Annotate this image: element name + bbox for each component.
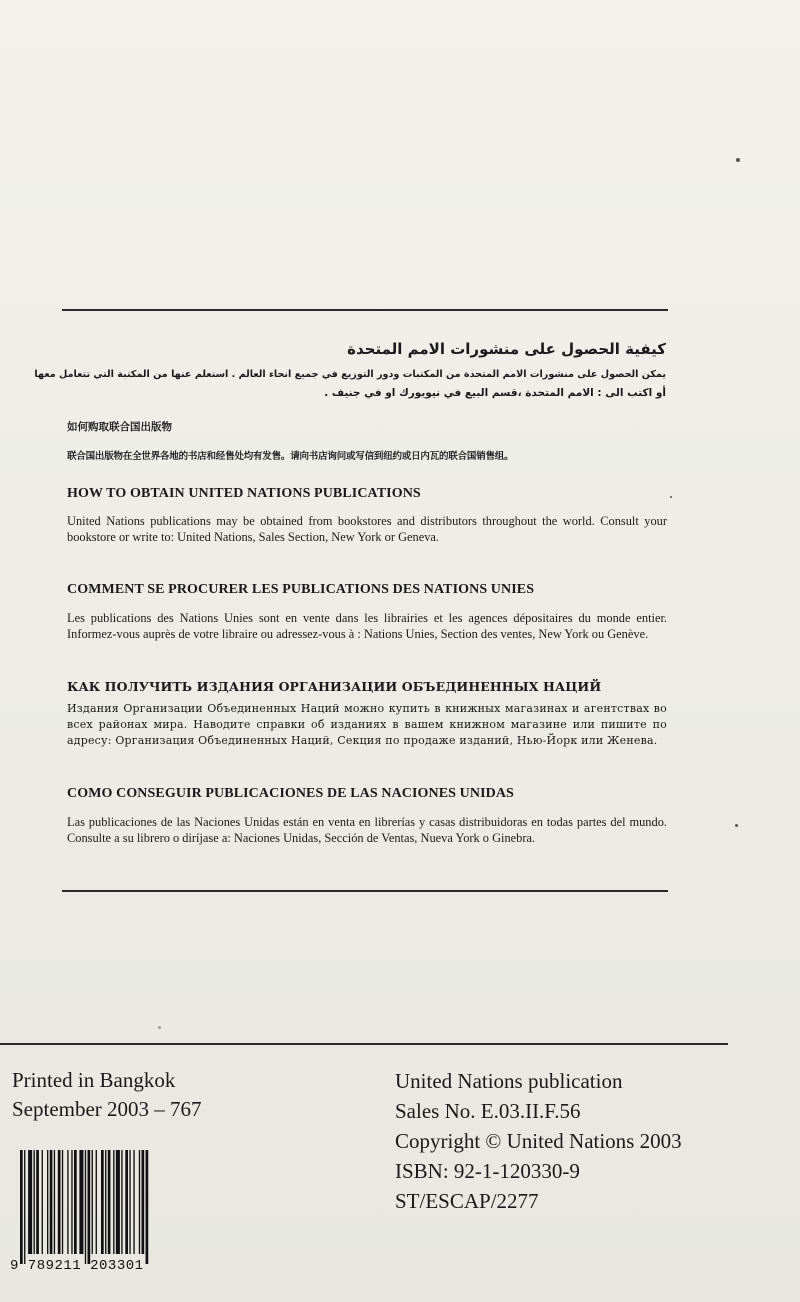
barcode-bar	[67, 1150, 68, 1254]
barcode-bar	[74, 1150, 77, 1254]
barcode-icon	[8, 1150, 188, 1264]
barcode-bar	[36, 1150, 39, 1254]
barcode-bar	[71, 1150, 72, 1254]
barcode-bar	[125, 1150, 128, 1254]
bottom-divider	[0, 1043, 728, 1045]
publication-type: United Nations publication	[395, 1069, 623, 1093]
french-title: COMMENT SE PROCURER LES PUBLICATIONS DES NATIONS UNIES	[67, 582, 535, 597]
barcode-bar	[116, 1150, 120, 1254]
barcode-bar	[20, 1150, 23, 1264]
barcode-bar	[105, 1150, 106, 1254]
paper-speck	[735, 824, 738, 827]
barcode-bar	[50, 1150, 53, 1254]
barcode-digits: 9 789211 203301	[10, 1258, 144, 1274]
barcode-bar	[47, 1150, 48, 1254]
chinese-body: 联合国出版物在全世界各地的书店和经售处均有发售。请向书店询问或写信到纽约或日内瓦的联合国销售组。	[67, 451, 514, 462]
copyright: Copyright © United Nations 2003	[395, 1129, 682, 1153]
barcode-bar	[101, 1150, 104, 1254]
barcode-bar	[58, 1150, 61, 1254]
top-divider	[62, 309, 668, 311]
barcode-bar	[113, 1150, 114, 1254]
paper-speck	[736, 158, 740, 162]
document-symbol: ST/ESCAP/2277	[395, 1189, 539, 1213]
publication-info	[395, 1066, 682, 1216]
barcode-bar	[62, 1150, 63, 1254]
barcode-bar	[96, 1150, 97, 1254]
barcode-bar	[54, 1150, 55, 1254]
arabic-body	[34, 366, 666, 402]
barcode-bar	[142, 1150, 145, 1254]
barcode-bar	[139, 1150, 140, 1254]
sales-number: Sales No. E.03.II.F.56	[395, 1099, 581, 1123]
middle-divider	[62, 890, 668, 892]
arabic-body-line-2: أو اكتب الى : الامم المتحدة ،قسم البيع في نيويورك او في جنيف .	[324, 387, 666, 399]
barcode-bar	[121, 1150, 122, 1254]
english-body: United Nations publications may be obtained from bookstores and distributors throughout the world. Consult your bookstore or write to: United Nations, Sales Section, New York or Geneva.	[67, 514, 667, 544]
barcode	[8, 1150, 188, 1274]
date-code: September 2003 – 767	[12, 1097, 202, 1121]
barcode-bar	[108, 1150, 111, 1254]
russian-body: Издания Организации Объединенных Наций можно купить в книжных магазинах и агентствах во всех районах мира. Наводите справки об изданиях в вашем книжном магазине или пишите по адресу: Организация Объединенных Наций, Секция по продаже изданий, Нью-Йорк или Женева.	[67, 702, 667, 747]
barcode-bar	[34, 1150, 35, 1254]
barcode-bar	[146, 1150, 149, 1264]
barcode-bar	[42, 1150, 43, 1254]
english-title: HOW TO OBTAIN UNITED NATIONS PUBLICATIONS	[67, 486, 421, 501]
barcode-bar	[24, 1150, 25, 1264]
spanish-title: COMO CONSEGUIR PUBLICACIONES DE LAS NACIONES UNIDAS	[67, 786, 514, 801]
arabic-body-line-1: يمكن الحصول على منشورات الامم المتحدة من المكتبات ودور التوزيع في جميع انحاء العالم . استعلم عنها من المكتبة التي تتعامل معها	[34, 369, 666, 380]
isbn: ISBN: 92-1-120330-9	[395, 1159, 580, 1183]
paper-speck	[670, 496, 672, 498]
spanish-body: Las publicaciones de las Naciones Unidas están en venta en librerías y casas distribuidoras en todas partes del mundo. Consulte a su librero o diríjase a: Naciones Unidas, Sección de Ventas, Nueva York o Ginebra.	[67, 815, 667, 845]
chinese-title: 如何购取联合国出版物	[67, 421, 172, 433]
barcode-bar	[79, 1150, 83, 1254]
barcode-bar	[85, 1150, 86, 1264]
barcode-bar	[92, 1150, 93, 1254]
imprint-block	[12, 1066, 202, 1124]
arabic-title: كيفية الحصول على منشورات الامم المتحدة	[347, 340, 666, 358]
paper-speck	[158, 1026, 161, 1029]
barcode-bar	[88, 1150, 91, 1264]
french-body: Les publications des Nations Unies sont en vente dans les librairies et les agences dépositaires du monde entier. Informez-vous auprès de votre libraire ou adressez-vous à : Nations Unies, Section des ventes, New York ou Genève.	[67, 611, 667, 641]
printed-in: Printed in Bangkok	[12, 1068, 176, 1092]
barcode-bar	[133, 1150, 134, 1254]
barcode-bar	[129, 1150, 130, 1254]
barcode-bar	[28, 1150, 32, 1254]
russian-title: КАК ПОЛУЧИТЬ ИЗДАНИЯ ОРГАНИЗАЦИИ ОБЪЕДИНЕННЫХ НАЦИЙ	[67, 679, 602, 694]
